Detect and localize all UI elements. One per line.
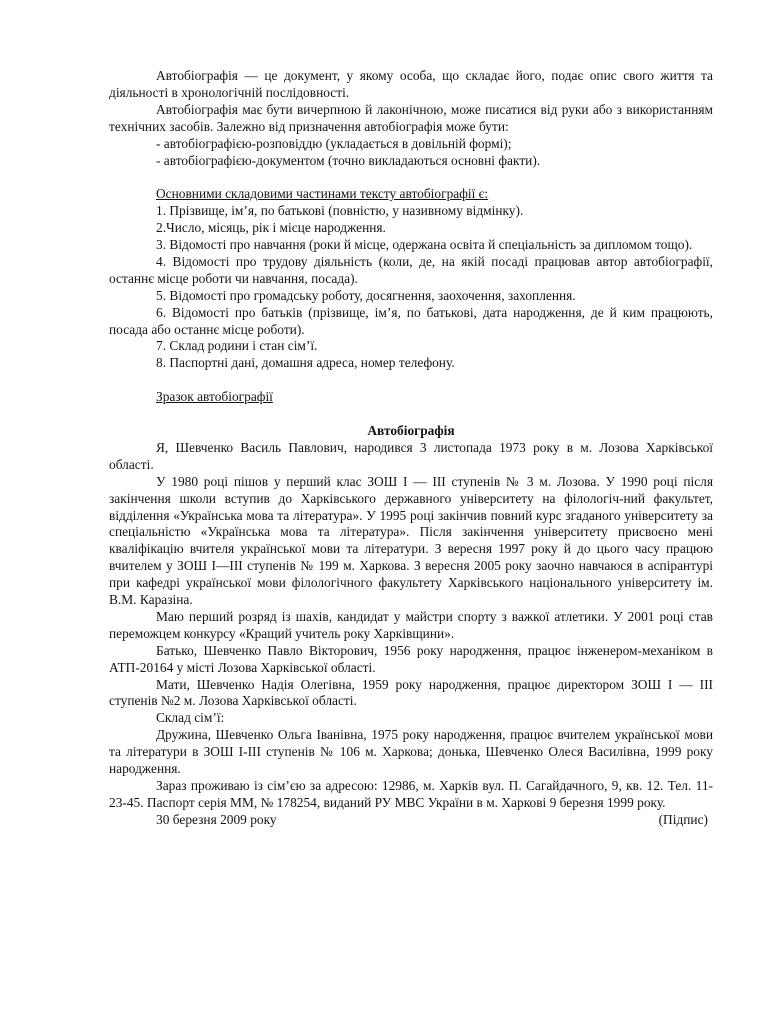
sample-paragraph-family: Дружина, Шевченко Ольга Іванівна, 1975 року народження, працює вчителем української мови та літератури в ЗОШ І-ІІІ ступенів № 106 м. Харкова; донька, Шевченко Олеся Василівна, 1999 року народження. (109, 727, 713, 777)
component-item: 3. Відомості про навчання (роки й місце, одержана освіта й спеціальність за дипломом тощо). (156, 237, 693, 253)
sample-paragraph-achievements: Маю перший розряд із шахів, кандидат у майстри спорту з важкої атлетики. У 2001 році став переможцем конкурсу «Кращий учитель року Харківщини». (109, 608, 713, 641)
sample-paragraph-father: Батько, Шевченко Павло Вікторович, 1956 року народження, працює інженером-механіком в АТП-20164 у місті Лозова Харківської області. (109, 642, 713, 675)
sample-heading (109, 389, 713, 406)
sample-paragraph-birth: Я, Шевченко Василь Павлович, народився 3 листопада 1973 року в м. Лозова Харківської області. (109, 439, 713, 472)
component-item: 4. Відомості про трудову діяльність (коли, де, на якій посаді працював автор автобіографії, останнє місце роботи чи навчання, посада). (109, 253, 713, 286)
signature-placeholder: (Підпис) (658, 811, 708, 827)
sample-paragraph-education: У 1980 році пішов у перший клас ЗОШ І — ІІІ ступенів № 3 м. Лозова. У 1990 році після закінчення школи вступив до Харківського державного університету на філологіч-ний факультет, відділення «Українська мова та література». У 1995 році закінчив повний курс згаданого університету за спеціальністю «Українська мова та література». Після закінчення університету присвоєно мені кваліфікацію вчителя української мови та літератури. З вересня 1997 року й до цього часу працюю вчителем у ЗОШ І—ІІІ ступенів № 199 м. Харкова. З вересня 2005 року заочно навчаюся в аспірантурі при кафедрі української мови філологічного факультету Харківського національного університету ім. В.М. Каразіна. (109, 473, 713, 608)
signature-row (109, 812, 713, 829)
component-item: 6. Відомості про батьків (прізвище, ім’я, по батькові, дата народження, де й ким працюють, посада або останнє місце роботи). (109, 304, 713, 337)
component-item: 1. Прізвище, ім’я, по батькові (повністю, у називному відмінку). (156, 203, 524, 219)
sample-paragraph-family-heading: Склад сім’ї: (156, 710, 225, 726)
sample-heading-text: Зразок автобіографії (156, 389, 273, 405)
sample-paragraph-mother: Мати, Шевченко Надія Олегівна, 1959 року народження, працює директором ЗОШ І — ІІІ ступенів №2 м. Лозова Харківської області. (109, 676, 713, 709)
intro-requirements: Автобіографія має бути вичерпною й лаконічною, може писатися від руки або з використанням технічних засобів. Залежно від призначення автобіографія може бути: (109, 101, 713, 134)
intro-definition: Автобіографія — це документ, у якому особа, що складає його, подає опис свого життя та діяльності в хронологічній послідовності. (109, 68, 713, 100)
form-narrative: - автобіографією-розповіддю (укладається в довільній формі); (156, 135, 512, 151)
sample-paragraph-address: Зараз проживаю із сім’єю за адресою: 12986, м. Харків вул. П. Сагайдачного, 9, кв. 12. Тел. 11-23-45. Паспорт серія ММ, № 178254, виданий РУ МВС України в м. Харкові 9 березня 1999 року. (109, 778, 713, 810)
sample-date: 30 березня 2009 року (156, 811, 277, 827)
spacer (109, 406, 713, 423)
components-heading (109, 186, 713, 203)
components-heading-text: Основними складовими частинами тексту автобіографії є: (156, 186, 489, 202)
spacer (109, 169, 713, 186)
component-item: 7. Склад родини і стан сім’ї. (156, 338, 318, 354)
component-item: 8. Паспортні дані, домашня адреса, номер телефону. (156, 355, 455, 371)
spacer (109, 372, 713, 389)
component-item: 2.Число, місяць, рік і місце народження. (156, 220, 386, 236)
document-body (109, 68, 713, 829)
sample-title: Автобіографія (367, 422, 455, 438)
form-document: - автобіографією-документом (точно викладаються основні факти). (156, 152, 541, 168)
component-item: 5. Відомості про громадську роботу, досягнення, заохочення, захоплення. (156, 287, 576, 303)
